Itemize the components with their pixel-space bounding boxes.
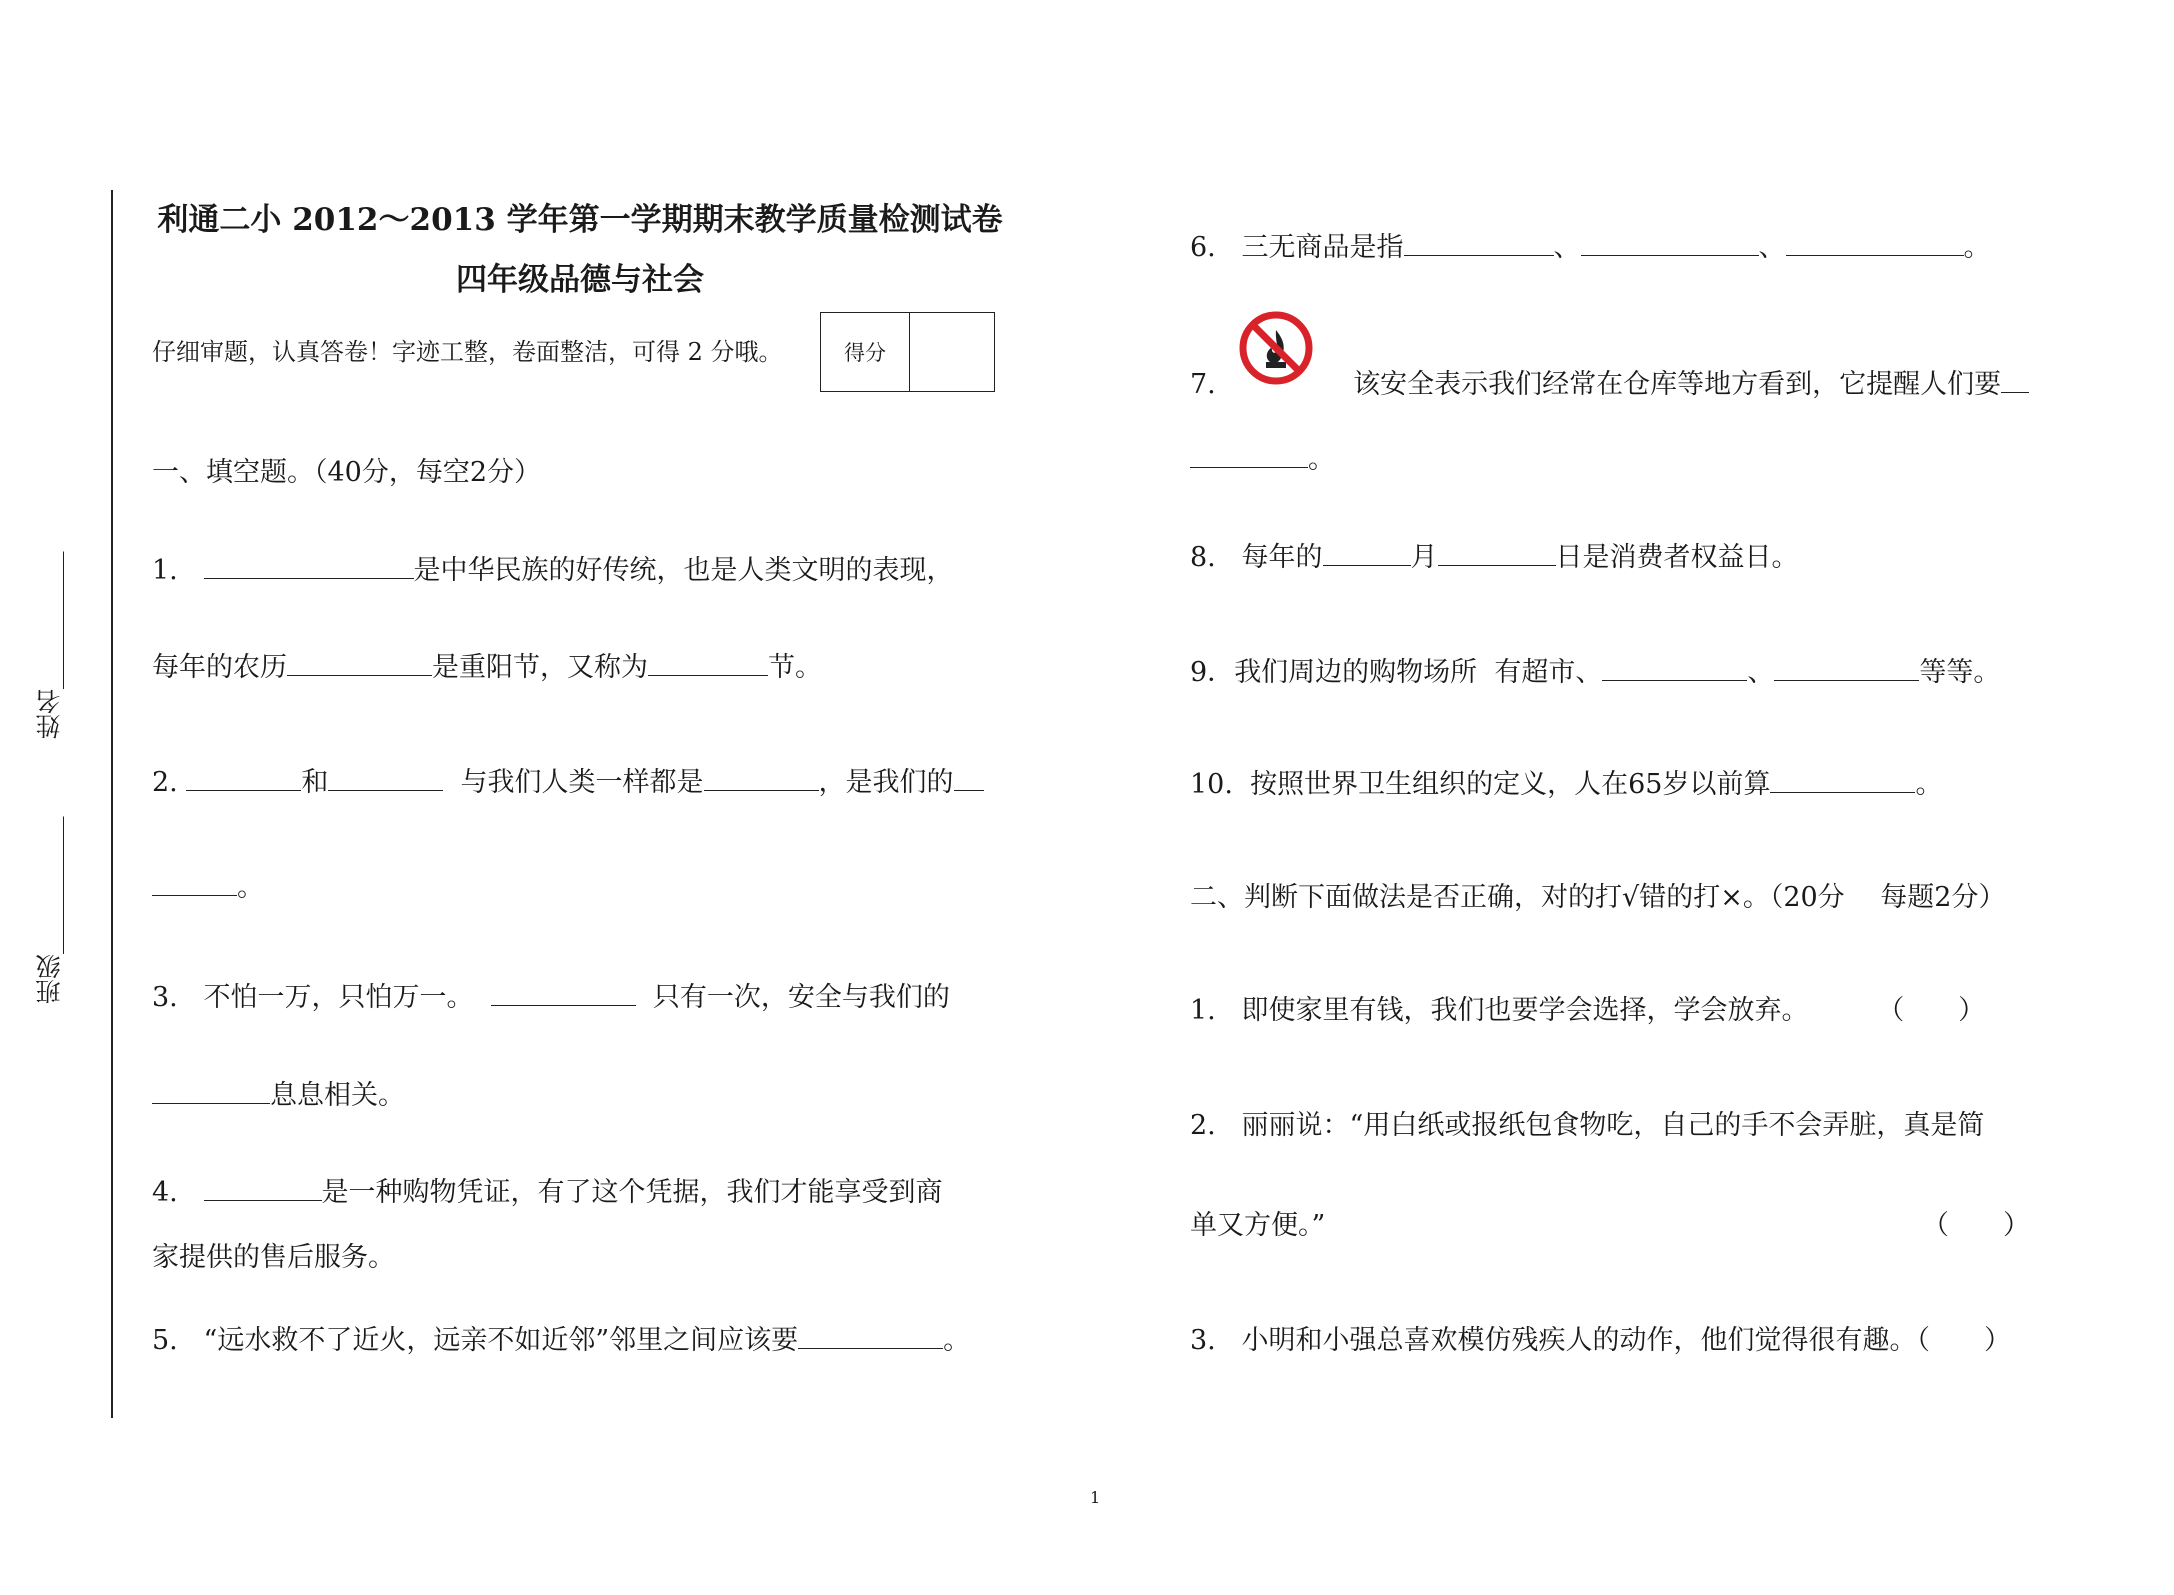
question-2-line-2: 。: [152, 865, 264, 904]
score-label: 得分: [821, 313, 910, 391]
question-4-line-2: 家提供的售后服务。: [152, 1242, 395, 1273]
exam-title: 利通二小 2012～2013 学年第一学期期末教学质量检测试卷: [157, 202, 1003, 238]
question-8: 8. 每年的 月 日是消费者权益日。: [1190, 542, 1799, 573]
page-number: 1: [1090, 1488, 1101, 1507]
question-7-line-2: 。: [1190, 437, 1335, 476]
question-9: 9．我们周边的购物场所 有超市、 、 等等。: [1190, 657, 2001, 688]
judge-question-2-paren: （ ）: [1922, 1210, 2030, 1241]
question-5: 5. “远水救不了近火，远亲不如近邻”邻里之间应该要 。: [152, 1325, 971, 1356]
question-7-line-1: 7. 该安全表示我们经常在仓库等地方看到，它提醒人们要: [1190, 362, 2029, 401]
question-1-line-2: 每年的农历 是重阳节，又称为 节。: [152, 652, 822, 683]
question-3-line-2: 息息相关。: [152, 1073, 405, 1112]
binding-line: [111, 190, 113, 1418]
name-field: 姓名___________: [35, 551, 64, 739]
section2-heading: 二、判断下面做法是否正确，对的打√错的打×。（20分 每题2分）: [1190, 882, 2006, 913]
question-6: 6. 三无商品是指 、 、 。: [1190, 232, 1991, 263]
section1-heading: 一、填空题。（40分，每空2分）: [152, 457, 542, 488]
class-field: 班级___________: [35, 816, 64, 1004]
score-box: [820, 312, 995, 392]
judge-question-3: 3. 小明和小强总喜欢模仿残疾人的动作，他们觉得很有趣。（ ）: [1190, 1325, 2012, 1356]
question-10: 10. 按照世界卫生组织的定义，人在65岁以前算 。: [1190, 769, 1943, 800]
question-3-line-1: 3. 不怕一万，只怕万一。 只有一次，安全与我们的: [152, 982, 950, 1013]
question-4-line-1: 4. 是一种购物凭证，有了这个凭据，我们才能享受到商: [152, 1177, 943, 1208]
question-1-line-1: 1. 是中华民族的好传统，也是人类文明的表现，: [152, 555, 954, 586]
question-2-line-1: 2. 和 与我们人类一样都是 ，是我们的: [152, 760, 984, 799]
exam-instruction: 仔细审题，认真答卷！字迹工整，卷面整洁，可得 2 分哦。: [152, 338, 783, 366]
exam-subtitle: 四年级品德与社会: [456, 262, 704, 298]
judge-question-2-line-1: 2. 丽丽说：“用白纸或报纸包食物吃，自己的手不会弄脏，真是简: [1190, 1110, 1985, 1141]
student-info-strip: [30, 520, 70, 1040]
judge-question-1: 1. 即使家里有钱，我们也要学会选择，学会放弃。 （ ）: [1190, 995, 1986, 1026]
judge-question-2-line-2: 单又方便。”: [1190, 1210, 1326, 1241]
